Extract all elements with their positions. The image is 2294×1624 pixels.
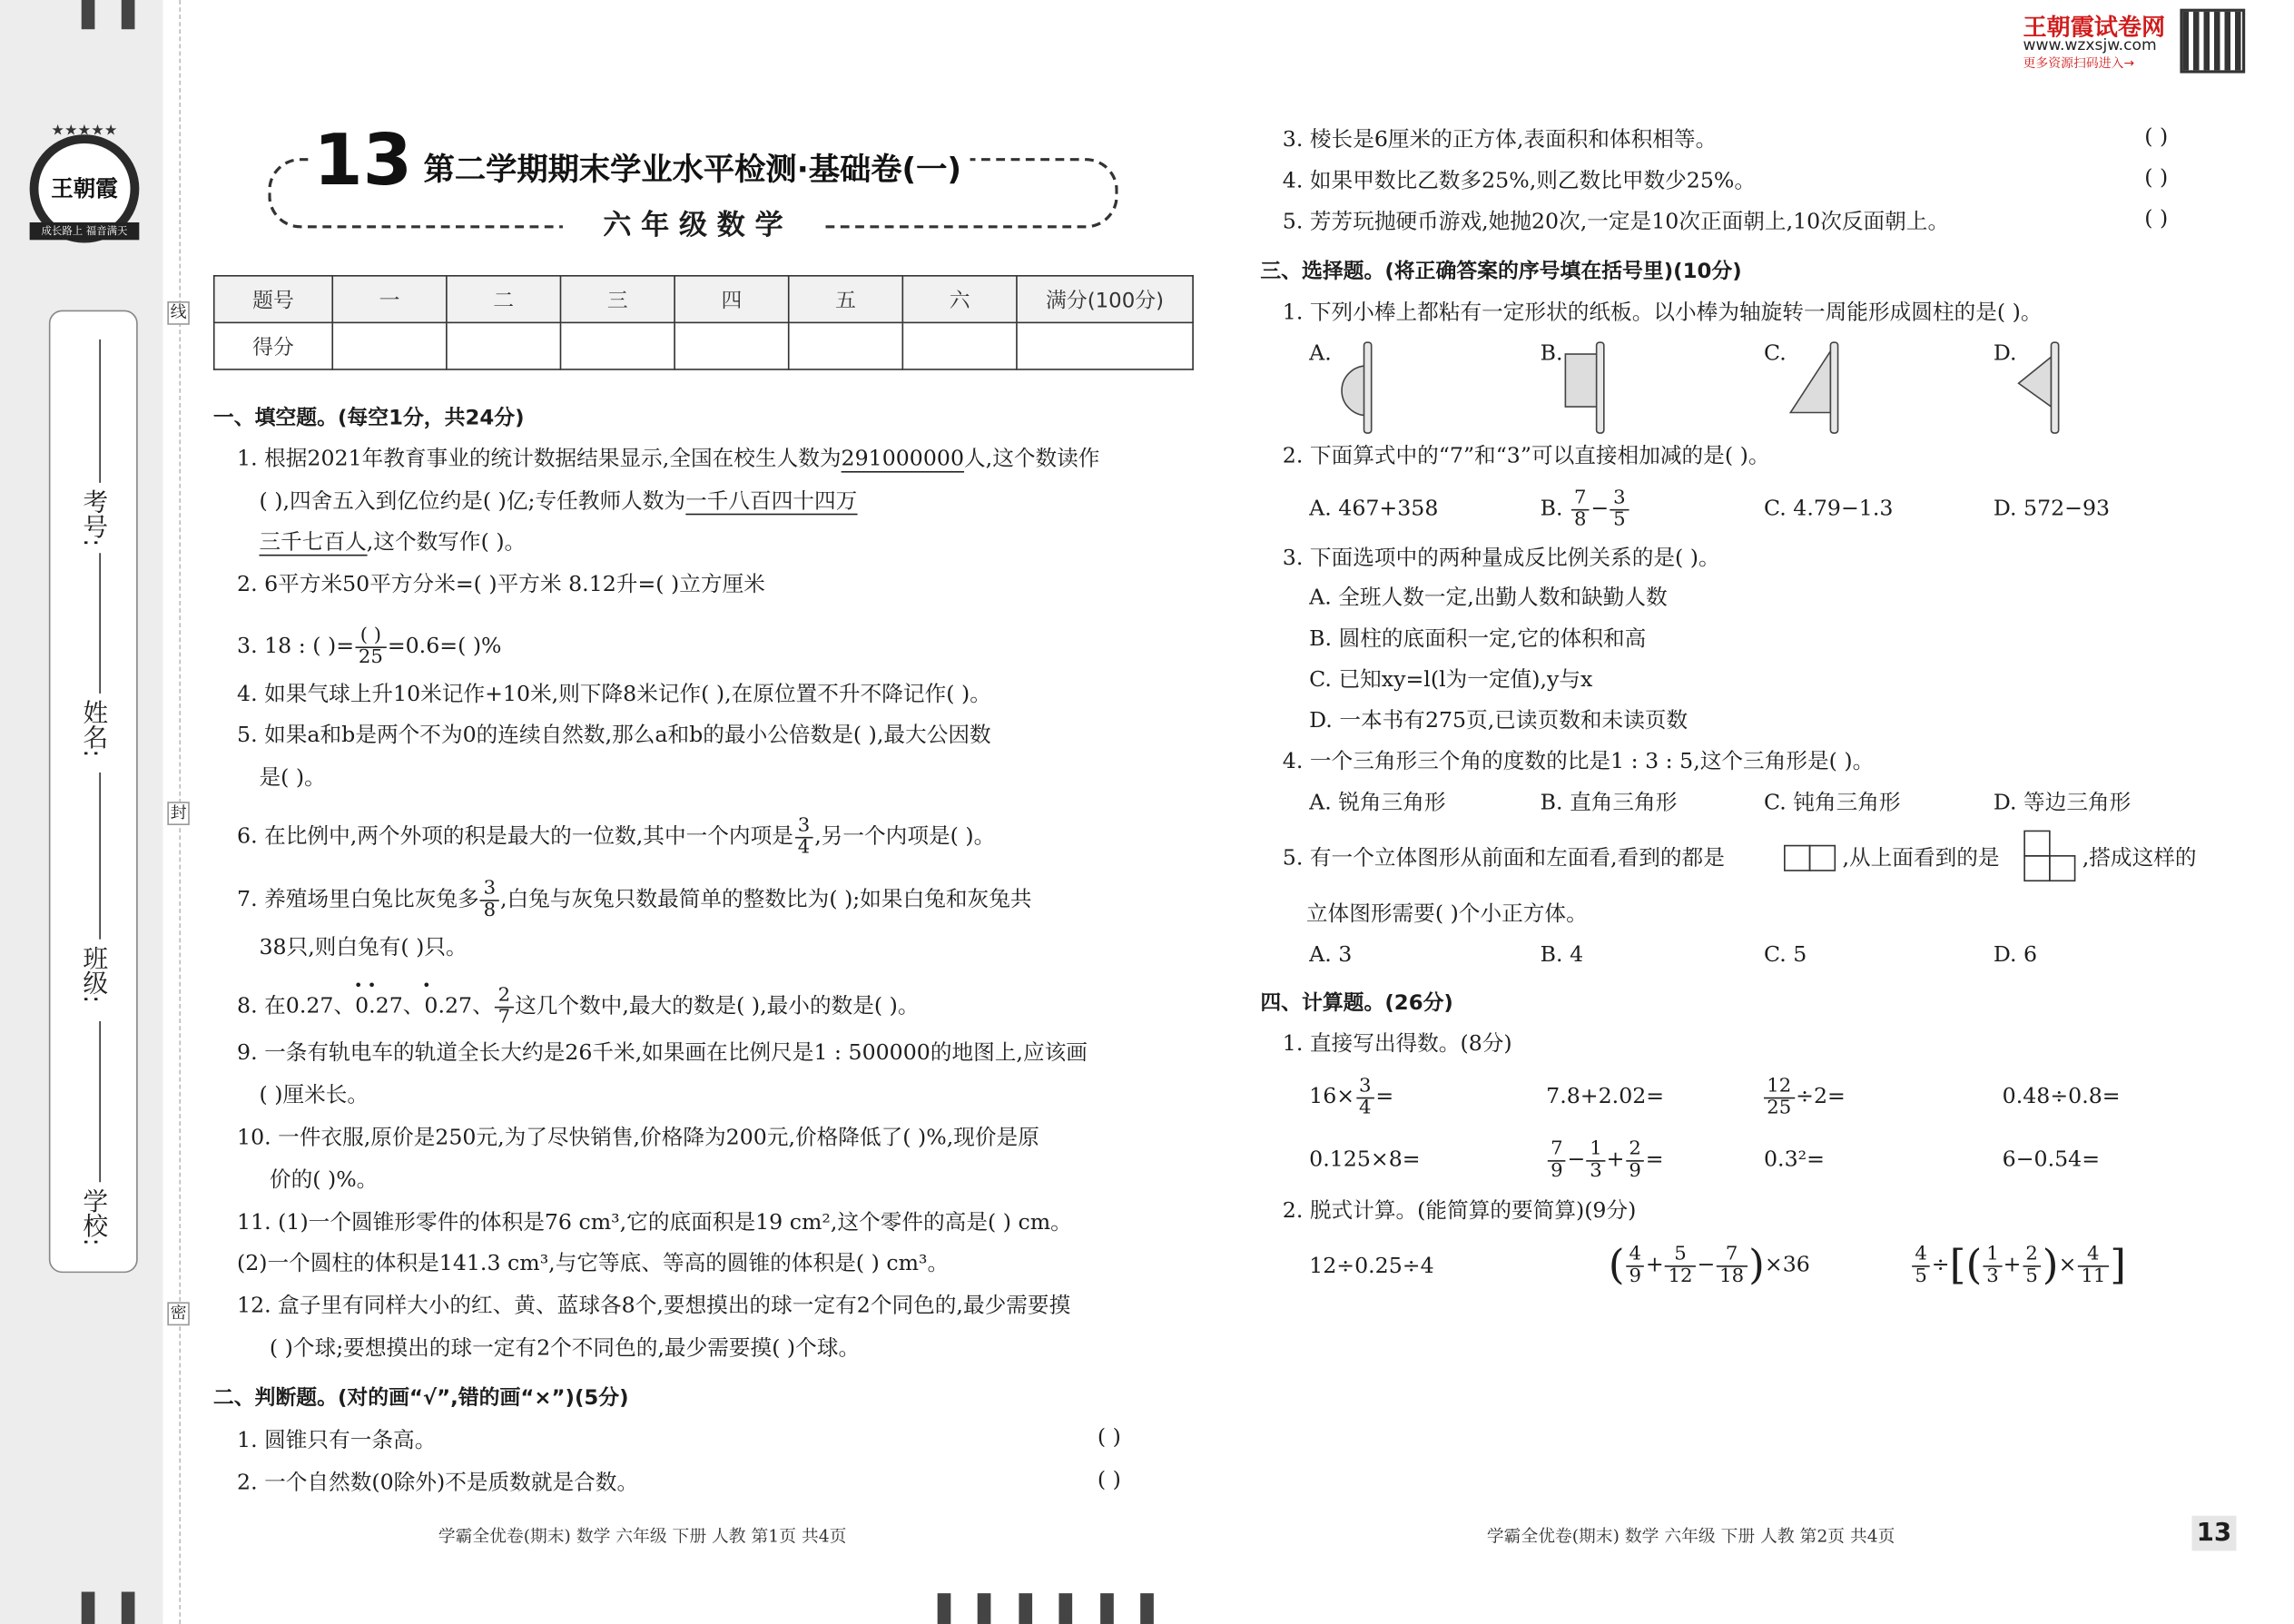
choice-q1-option-d[interactable]: D.: [1993, 342, 2017, 366]
site-url[interactable]: www.wzxsjw.com: [2023, 36, 2157, 54]
corner-mark: [82, 0, 95, 29]
header-title: 第二学期期末学业水平检测·基础卷(一): [415, 146, 970, 190]
calc-item: 0.48÷0.8=: [2002, 1085, 2121, 1109]
score-cell[interactable]: [332, 322, 447, 369]
logo-text: 王朝霞: [51, 175, 118, 202]
corner-mark: [82, 1592, 95, 1624]
q9-line1: 9. 一条有轨电车的轨道全长大约是26千米,如果画在比例尺是1 : 500000的地图上,应该画: [237, 1041, 1088, 1066]
bottom-mark: [1100, 1593, 1114, 1624]
choice-q4-option-c[interactable]: C. 钝角三角形: [1763, 791, 1901, 815]
triangle-on-rod-figure: [2011, 340, 2070, 436]
q1-line3: 三千七百人,这个数写作( )。: [259, 531, 527, 555]
judge-answer-paren[interactable]: ( ): [1097, 1426, 1121, 1451]
score-header-cell: 三: [560, 276, 674, 323]
logo-tagline-right: 福音满天: [85, 225, 128, 238]
q9-line2: ( )厘米长。: [259, 1084, 369, 1108]
score-row-label: 得分: [214, 322, 333, 369]
front-view-figure: [1783, 842, 1839, 874]
choice-q5-line2: 立体图形需要( )个小正方体。: [1305, 902, 1588, 927]
judge-item-2: 2. 一个自然数(0除外)不是质数就是合数。: [237, 1471, 639, 1496]
q3: 3. 18 : ( )= $\frac{( )}{25}$ =0.6=( )%: [237, 625, 502, 668]
seal-char: 封: [167, 802, 189, 825]
calc-item: 6−0.54=: [2002, 1148, 2101, 1172]
page-number: 13: [2191, 1516, 2236, 1551]
school-label: 学校:: [76, 1187, 107, 1246]
calc-item: $\frac{12}{25}$ ÷2=: [1762, 1071, 1845, 1124]
choice-q1-option-a[interactable]: A.: [1309, 342, 1332, 366]
qr-code-icon[interactable]: [2180, 9, 2245, 74]
choice-q2: 2. 下面算式中的“7”和“3”可以直接相加减的是( )。: [1282, 444, 1770, 468]
choice-q3-option-b[interactable]: B. 圆柱的底面积一定,它的体积和高: [1309, 627, 1647, 652]
footer-left: 学霸全优卷(期末) 数学 六年级 下册 人教 第1页 共4页: [438, 1526, 847, 1547]
choice-q5-mid: ,从上面看到的是: [1842, 847, 2000, 871]
choice-q5-post: ,搭成这样的: [2082, 847, 2197, 871]
q7-line2: 38只,则白兔有( )只。: [259, 936, 468, 960]
footer-right: 学霸全优卷(期末) 数学 六年级 下册 人教 第2页 共4页: [1486, 1526, 1895, 1547]
site-note: 更多资源扫码进入→: [2023, 56, 2135, 72]
semicircle-on-rod-figure: [1325, 340, 1384, 436]
calc-sub2: 2. 脱式计算。(能简算的要简算)(9分): [1282, 1199, 1637, 1224]
judge-item-5: 5. 芳芳玩抛硬币游戏,她抛20次,一定是10次正面朝上,10次反面朝上。: [1282, 211, 1950, 234]
choice-q4: 4. 一个三角形三个角的度数的比是1 : 3 : 5,这个三角形是( )。: [1282, 750, 1875, 774]
class-label: 班级:: [76, 945, 107, 1004]
section2-title: 二、判断题。(对的画“√”,错的画“×”)(5分): [212, 1386, 629, 1411]
calc-item: 12÷0.25÷4: [1309, 1255, 1434, 1279]
calc-item: ( $\frac{4}{9}$ + $\frac{5}{12}$ − $\frac{7}{18}$ )×36: [1608, 1240, 1810, 1289]
score-header-cell: 四: [674, 276, 789, 323]
q7-line1: 7. 养殖场里白兔比灰兔多 $\frac{3}{8}$ ,白兔与灰兔只数最简单的整数比为( );如果白兔和灰兔共: [237, 878, 1032, 921]
bottom-mark: [1019, 1593, 1032, 1624]
score-header-cell: 六: [902, 276, 1017, 323]
calc-item: 0.3²=: [1763, 1148, 1825, 1172]
q4: 4. 如果气球上升10米记作+10米,则下降8米记作( ),在原位置不升不降记作( )。: [237, 683, 991, 707]
score-header-cell: 题号: [214, 276, 333, 323]
calc-item: $\frac{7}{9}$ − $\frac{1}{3}$ + $\frac{2}{9}$ =: [1546, 1134, 1663, 1186]
bottom-mark: [1058, 1593, 1072, 1624]
q12-line1: 12. 盒子里有同样大小的红、黄、蓝球各8个,要想摸出的球一定有2个同色的,最少需要摸: [237, 1294, 1071, 1319]
corner-mark: [122, 0, 135, 29]
q1-line1: 1. 根据2021年教育事业的统计数据结果显示,全国在校生人数为291000000人,这个数读作: [237, 448, 1100, 471]
calc-sub1: 1. 直接写出得数。(8分): [1282, 1032, 1512, 1057]
bottom-mark: [978, 1593, 991, 1624]
q8: 8. 在0.27、0.27、0.27、 $\frac{2}{7}$ 这几个数中,最大的数是( ),最小的数是( )。: [237, 984, 920, 1029]
recurring-dot: •: [421, 979, 431, 995]
choice-q5-option-b[interactable]: B. 4: [1540, 943, 1584, 968]
name-label: 姓名:: [76, 699, 107, 758]
judge-answer-paren[interactable]: ( ): [2144, 166, 2169, 191]
q1-line2: ( ),四舍五入到亿位约是( )亿;专任教师人数为一千八百四十四万: [259, 489, 858, 514]
choice-q3-option-d[interactable]: D. 一本书有275页,已读页数和未读页数: [1309, 709, 1689, 733]
choice-q2-option-d[interactable]: D. 572−93: [1993, 497, 2111, 521]
choice-q3-option-a[interactable]: A. 全班人数一定,出勤人数和缺勤人数: [1309, 586, 1668, 611]
rectangle-on-rod-figure: [1558, 340, 1617, 436]
score-header-cell: 五: [789, 276, 903, 323]
exam-no-label: 考号:: [76, 488, 107, 547]
section1-title: 一、填空题。(每空1分，共24分): [212, 407, 525, 430]
header-subtitle: 六 年 级 数 学: [563, 203, 823, 243]
score-cell[interactable]: [902, 322, 1017, 369]
section4-title: 四、计算题。(26分): [1260, 991, 1453, 1016]
calc-item: 16× $\frac{3}{4}$ =: [1309, 1075, 1394, 1119]
section3-title: 三、选择题。(将正确答案的序号填在括号里)(10分): [1260, 260, 1742, 284]
choice-q3: 3. 下面选项中的两种量成反比例关系的是( )。: [1282, 546, 1720, 571]
q11-line1: 11. (1)一个圆锥形零件的体积是76 cm³,它的底面积是19 cm²,这个零件的高是( ) cm。: [237, 1211, 1072, 1235]
choice-q1: 1. 下列小棒上都粘有一定形状的纸板。以小棒为轴旋转一周能形成圆柱的是( )。: [1282, 301, 2043, 325]
judge-answer-paren[interactable]: ( ): [2144, 125, 2169, 150]
corner-mark: [122, 1592, 135, 1624]
choice-q4-option-d[interactable]: D. 等边三角形: [1993, 791, 2132, 815]
choice-q5-option-a[interactable]: A. 3: [1309, 943, 1353, 968]
choice-q5-option-c[interactable]: C. 5: [1763, 943, 1807, 968]
q2: 2. 6平方米50平方分米=( )平方米 8.12升=( )立方厘米: [237, 573, 765, 597]
seal-char: 线: [167, 301, 189, 325]
choice-q1-option-c[interactable]: C.: [1763, 342, 1787, 366]
calc-item: 7.8+2.02=: [1546, 1085, 1665, 1109]
calc-item: $\frac{4}{5}$ ÷[( $\frac{1}{3}$ + $\frac{2}{5}$ )× $\frac{4}{11}$ ]: [1911, 1237, 2127, 1293]
bottom-mark: [1140, 1593, 1154, 1624]
judge-answer-paren[interactable]: ( ): [1097, 1469, 1121, 1492]
school-field[interactable]: [99, 1021, 101, 1182]
choice-q1-option-b[interactable]: B.: [1540, 342, 1563, 366]
bottom-mark: [938, 1593, 951, 1624]
q10-line1: 10. 一件衣服,原价是250元,为了尽快销售,价格降为200元,价格降低了( )%,现价是原: [237, 1127, 1039, 1150]
q11-line2: (2)一个圆柱的体积是141.3 cm³,与它等底、等高的圆锥的体积是( ) cm³。: [237, 1252, 950, 1276]
judge-item-3: 3. 棱长是6厘米的正方体,表面积和体积相等。: [1282, 128, 1718, 153]
choice-q4-option-b[interactable]: B. 直角三角形: [1540, 791, 1678, 815]
right-triangle-on-rod-figure: [1785, 340, 1850, 436]
site-name: 王朝霞试卷网: [2023, 13, 2166, 42]
header-number: 13: [308, 123, 418, 199]
score-table: [213, 275, 1194, 370]
exam-no-field[interactable]: [99, 340, 101, 483]
brand-logo: 王朝霞 ★★★★★ 成长路上 福音满天: [30, 134, 140, 242]
judge-item-1: 1. 圆锥只有一条高。: [237, 1429, 437, 1453]
score-cell[interactable]: [674, 322, 789, 369]
class-field[interactable]: [99, 773, 101, 940]
q5-line2: 是( )。: [259, 766, 326, 791]
score-header-cell: 一: [332, 276, 447, 323]
judge-answer-paren[interactable]: ( ): [2144, 207, 2169, 231]
name-field[interactable]: [99, 553, 101, 694]
q6: 6. 在比例中,两个外项的积是最大的一位数,其中一个内项是 $\frac{3}{4}$ ,另一个内项是( )。: [237, 814, 996, 859]
choice-q4-option-a[interactable]: A. 锐角三角形: [1309, 791, 1446, 815]
logo-tagline-left: 成长路上: [41, 225, 84, 238]
recurring-dots: • •: [353, 979, 377, 995]
choice-q5-option-d[interactable]: D. 6: [1993, 943, 2038, 968]
choice-q2-option-c[interactable]: C. 4.79−1.3: [1763, 497, 1894, 521]
choice-q2-option-b[interactable]: B. $\frac{7}{8}$ − $\frac{3}{5}$: [1541, 483, 1630, 536]
calc-item: 0.125×8=: [1309, 1148, 1421, 1172]
score-cell[interactable]: [789, 322, 903, 369]
score-cell[interactable]: [560, 322, 674, 369]
choice-q3-option-c[interactable]: C. 已知xy=l(l为一定值),y与x: [1309, 668, 1593, 693]
score-header-cell: 二: [447, 276, 561, 323]
score-cell[interactable]: [447, 322, 561, 369]
choice-q5-line1: 5. 有一个立体图形从前面和左面看,看到的都是: [1282, 847, 1725, 871]
q12-line2: ( )个球;要想摸出的球一定有2个不同色的,最少需要摸( )个球。: [269, 1337, 861, 1361]
top-view-figure: [2023, 830, 2082, 888]
seal-char: 密: [167, 1302, 189, 1325]
student-info-box: [49, 310, 138, 1273]
q5-line1: 5. 如果a和b是两个不为0的连续自然数,那么a和b的最小公倍数是( ),最大公因数: [237, 723, 991, 748]
score-header-cell: 满分(100分): [1017, 276, 1193, 323]
judge-item-4: 4. 如果甲数比乙数多25%,则乙数比甲数少25%。: [1282, 169, 1757, 193]
choice-q2-option-a[interactable]: A. 467+358: [1309, 497, 1439, 521]
score-cell[interactable]: [1017, 322, 1193, 369]
q10-line2: 价的( )%。: [269, 1168, 379, 1193]
